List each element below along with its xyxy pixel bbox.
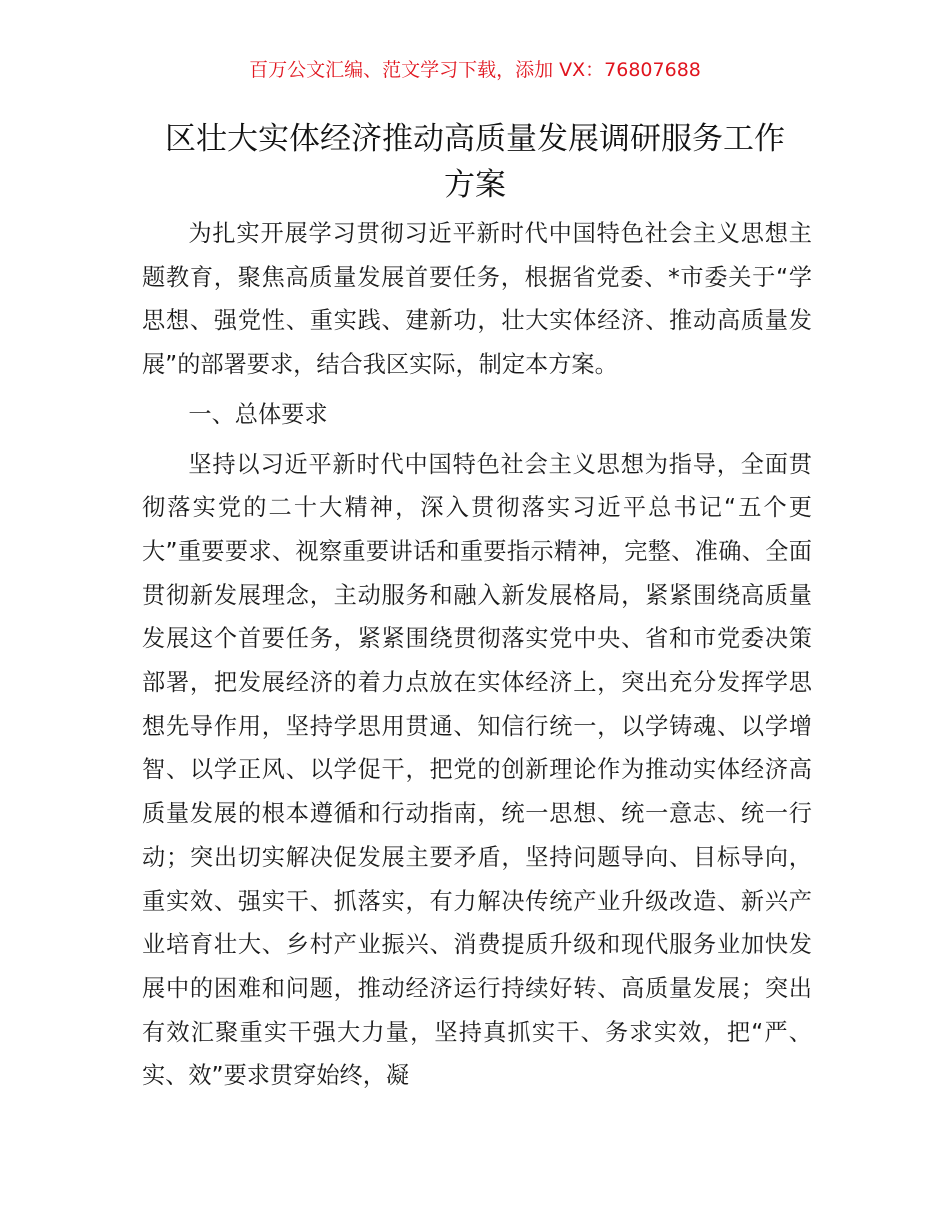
document-title-line-1: 区壮大实体经济推动高质量发展调研服务工作 <box>165 121 785 157</box>
section-paragraph-general-requirements: 坚持以习近平新时代中国特色社会主义思想为指导，全面贯彻落实党的二十大精神，深入贯彻落实习近平总书记“五个更大”重要要求、视察重要讲话和重要指示精神，完整、准确、全面贯彻新发展理念，主动服务和融入新发展格局，紧紧围绕高质量发展这个首要任务，紧紧围绕贯彻落实党中央、省和市党委决策部署，把发展经济的着力点放在实体经济上，突出充分发挥学思想先导作用，坚持学思用贯通、知信行统一，以学铸魂、以学增智、以学正风、以学促干，把党的创新理论作为推动实体经济高质量发展的根本遵循和行动指南，统一思想、统一意志、统一行动；突出切实解决促发展主要矛盾，坚持问题导向、目标导向，重实效、强实干、抓落实，有力解决传统产业升级改造、新兴产业培育壮大、乡村产业振兴、消费提质升级和现代服务业加快发展中的困难和问题，推动经济运行持续好转、高质量发展；突出有效汇聚重实干强大力量，坚持真抓实干、务求实效，把“严、实、效”要求贯穿始终，凝 <box>142 450 812 1090</box>
header-watermark: 百万公文汇编、范文学习下载，添加 VX：76807688 <box>249 59 701 81</box>
section-heading-general-requirements: 一、总体要求 <box>188 400 328 428</box>
intro-paragraph: 为扎实开展学习贯彻习近平新时代中国特色社会主义思想主题教育，聚焦高质量发展首要任务，根据省党委、*市委关于“学思想、强党性、重实践、建新功，壮大实体经济、推动高质量发展”的部署要求，结合我区实际，制定本方案。 <box>142 220 812 379</box>
document-title-line-2: 方案 <box>444 167 506 203</box>
document-body <box>142 212 812 1098</box>
document-title <box>120 116 830 208</box>
